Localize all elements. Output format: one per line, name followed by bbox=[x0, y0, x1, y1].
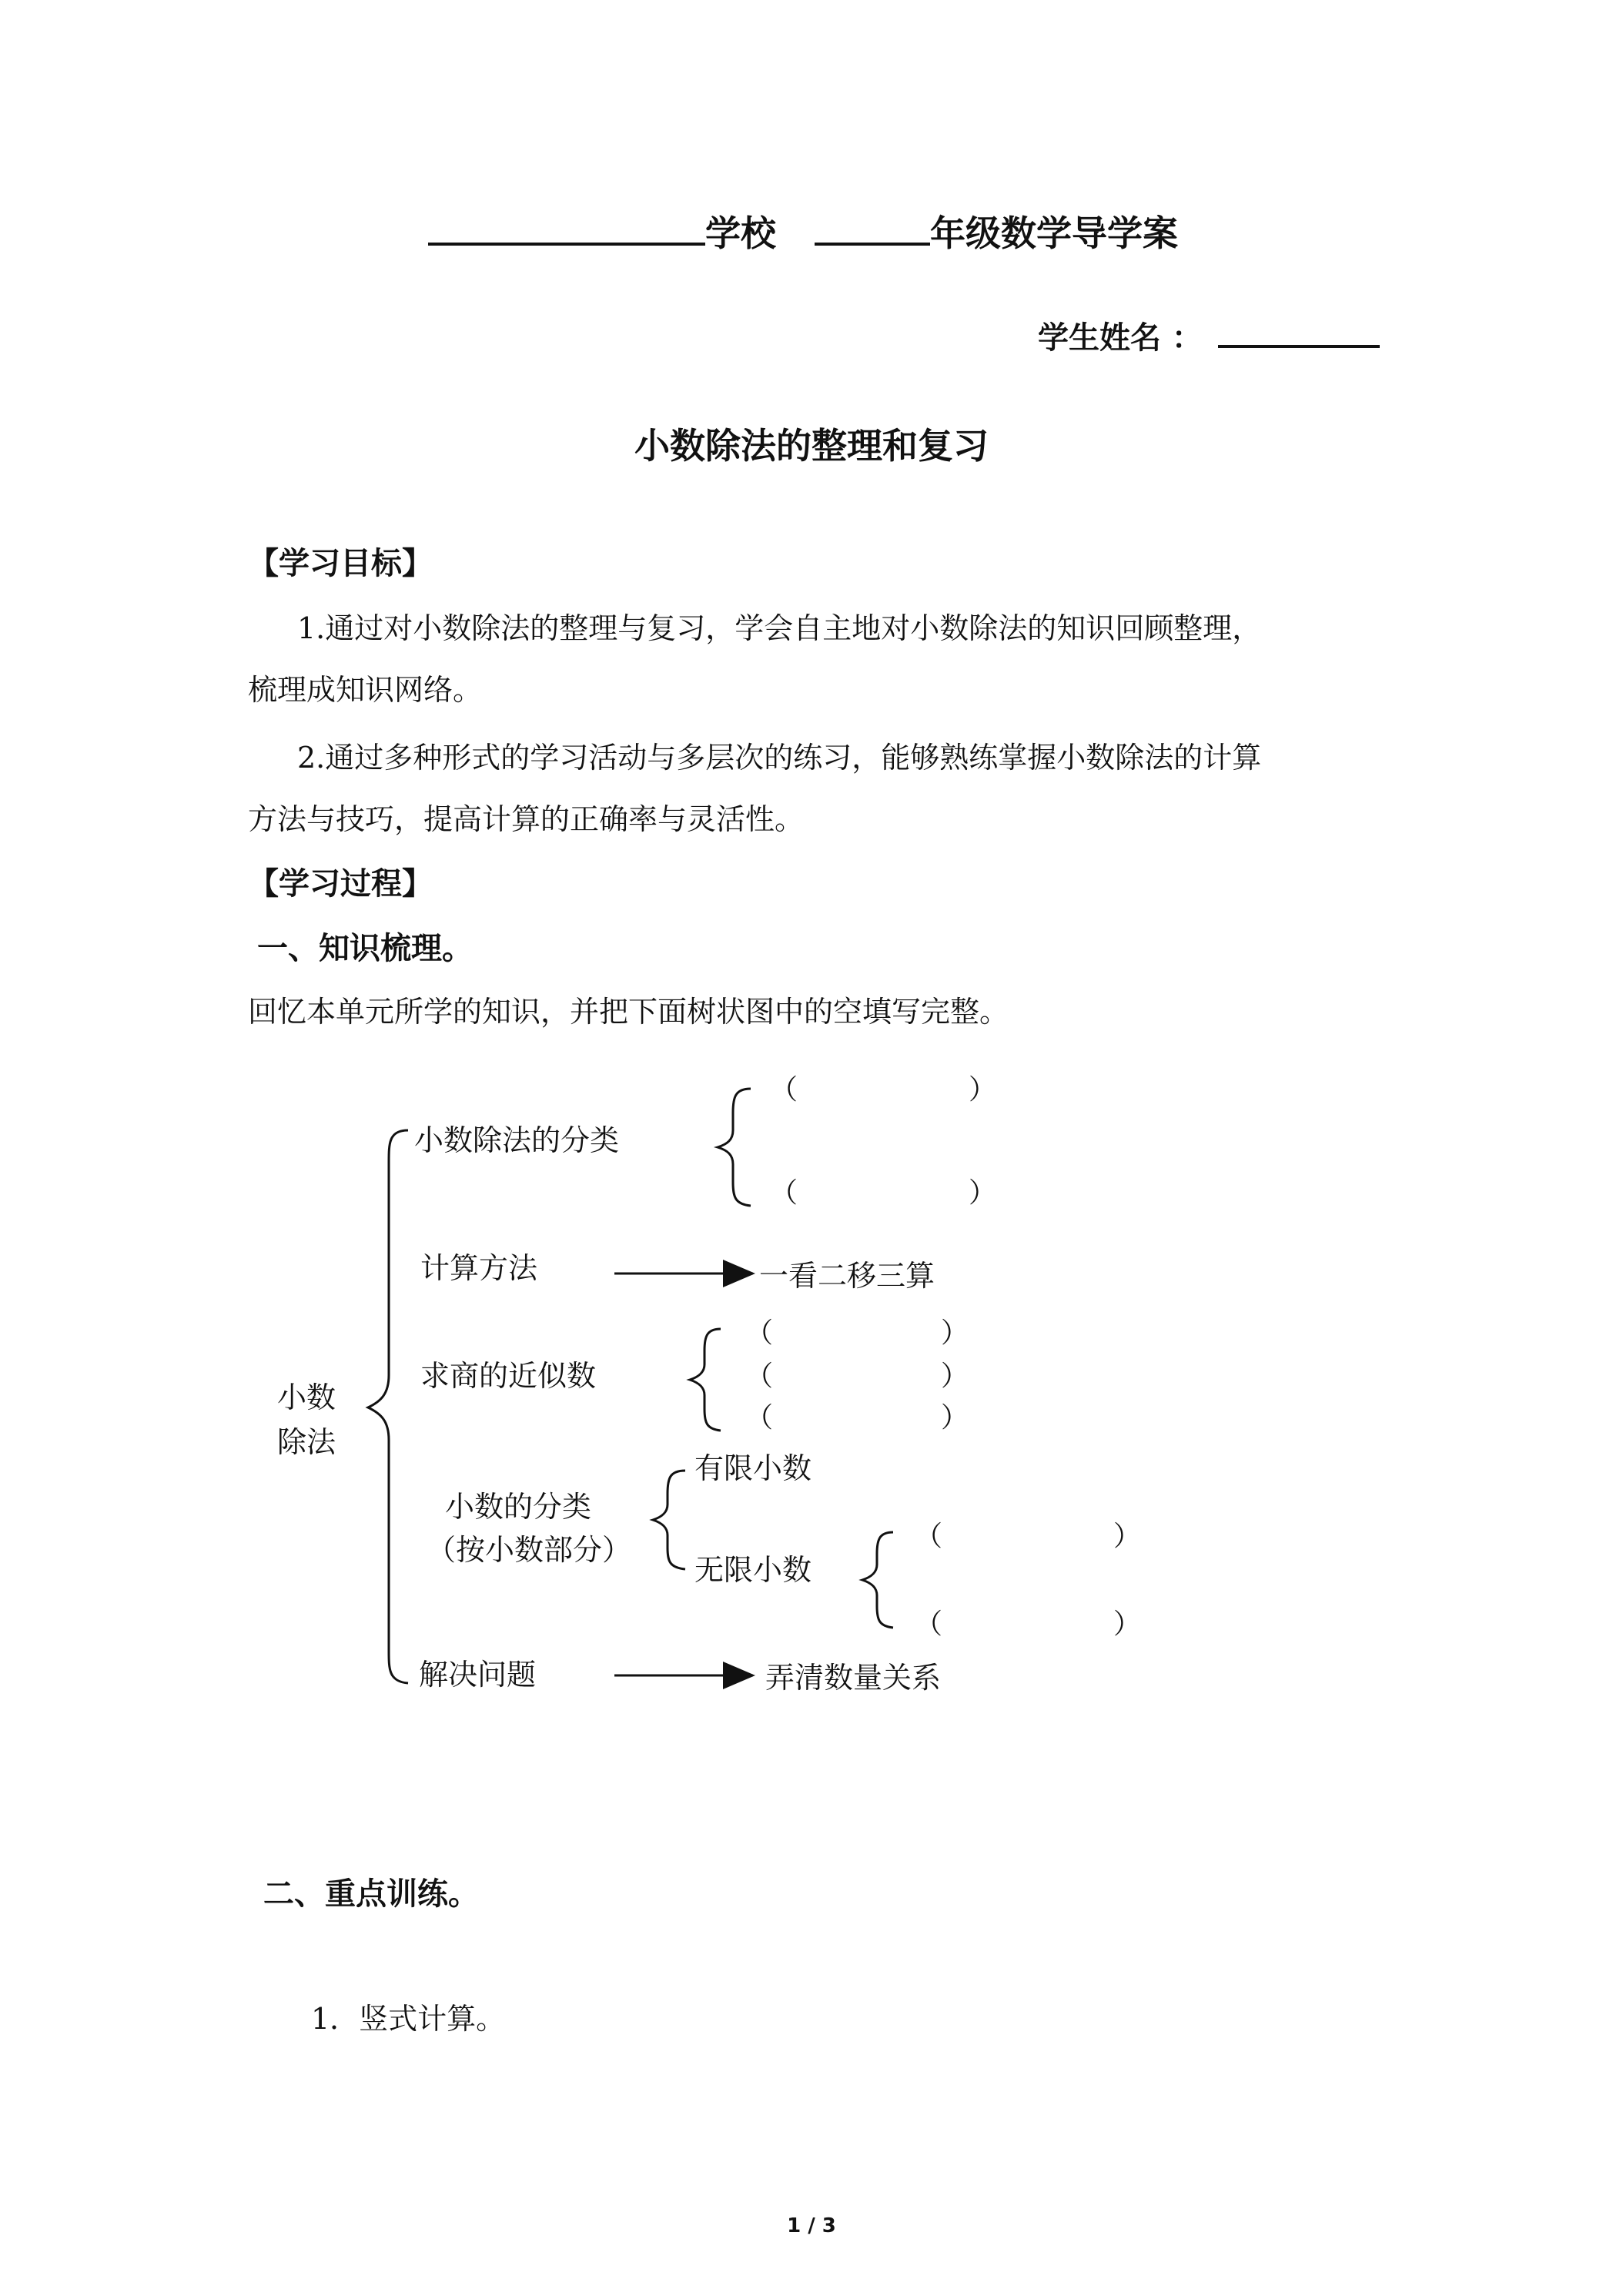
branch-classification: 小数除法的分类 bbox=[414, 1123, 620, 1157]
part2-heading: 二、重点训练。 bbox=[263, 1876, 479, 1912]
objective-1-line-2: 梳理成知识网络。 bbox=[248, 673, 483, 707]
part1-heading: 一、知识梳理。 bbox=[257, 931, 473, 966]
infinite-blank-1-open: （ bbox=[915, 1521, 943, 1552]
student-name-label: 学生姓名 ： bbox=[1038, 320, 1203, 356]
grade-suffix: 年级数学导学案 bbox=[930, 213, 1178, 254]
main-brace bbox=[368, 1130, 408, 1683]
branch-decimal-type-line-1: 小数的分类 bbox=[445, 1490, 592, 1524]
tree-root-line-2: 除法 bbox=[277, 1425, 336, 1459]
infinite-blank-1-close: ） bbox=[1113, 1521, 1142, 1552]
infinite-brace bbox=[862, 1532, 893, 1628]
decimal-type-brace bbox=[653, 1471, 685, 1569]
classification-blank-1-close: ） bbox=[969, 1074, 997, 1106]
objective-2-line-1: 2.通过多种形式的学习活动与多层次的练习，能够熟练掌握小数除法的计算 bbox=[297, 741, 1262, 775]
approx-brace bbox=[690, 1329, 721, 1431]
objective-1-line-1: 1.通过对小数除法的整理与复习，学会自主地对小数除法的知识回顾整理， bbox=[297, 611, 1262, 645]
problem-result: 弄清数量关系 bbox=[765, 1661, 942, 1695]
process-heading: 【学习过程】 bbox=[248, 866, 433, 902]
part1-instruction: 回忆本单元所学的知识，并把下面树状图中的空填写完整。 bbox=[248, 995, 1009, 1029]
page-title: 小数除法的整理和复习 bbox=[634, 425, 989, 467]
classification-blank-1-open: （ bbox=[770, 1074, 798, 1106]
infinite-decimal: 无限小数 bbox=[694, 1553, 812, 1587]
classification-blank-2-close: ） bbox=[969, 1177, 997, 1209]
approx-blank-2-open: （ bbox=[745, 1361, 774, 1392]
approx-blank-3-open: （ bbox=[745, 1402, 774, 1434]
part2-item-1: 1．竖式计算。 bbox=[311, 2002, 506, 2036]
approx-blank-1-close: ） bbox=[941, 1317, 969, 1349]
objective-2-line-2: 方法与技巧，提高计算的正确率与灵活性。 bbox=[248, 802, 805, 836]
infinite-blank-2-close: ） bbox=[1113, 1608, 1142, 1640]
tree-root bbox=[277, 1375, 336, 1464]
classification-brace bbox=[718, 1089, 751, 1206]
finite-decimal: 有限小数 bbox=[694, 1451, 812, 1485]
branch-decimal-type-line-2: （按小数部分） bbox=[427, 1533, 632, 1567]
page-number: 1 / 3 bbox=[787, 2214, 836, 2237]
objectives-heading: 【学习目标】 bbox=[248, 546, 433, 581]
branch-problem: 解决问题 bbox=[419, 1658, 537, 1692]
approx-blank-1-open: （ bbox=[745, 1317, 774, 1349]
approx-blank-2-close: ） bbox=[941, 1361, 969, 1392]
classification-blank-2-open: （ bbox=[770, 1177, 798, 1209]
branch-approx: 求商的近似数 bbox=[420, 1359, 597, 1393]
approx-blank-3-close: ） bbox=[941, 1402, 969, 1434]
branch-method: 计算方法 bbox=[420, 1251, 538, 1285]
method-result: 一看二移三算 bbox=[759, 1259, 935, 1293]
infinite-blank-2-open: （ bbox=[915, 1608, 943, 1640]
tree-root-line-1: 小数 bbox=[277, 1381, 336, 1414]
school-suffix: 学校 bbox=[705, 213, 776, 254]
